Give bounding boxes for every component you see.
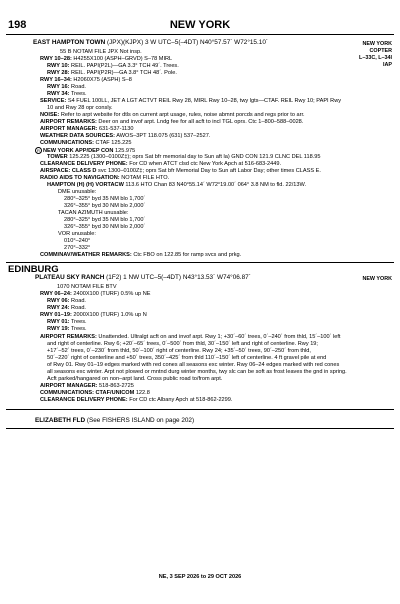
airport-heading-line (35, 275, 251, 282)
comm-nav-weather-info: Ctc FBO on 122.85 for ramp svcs and prkg. (131, 252, 242, 258)
clearance-info: For CD ctc Albany Apch at 518-862-2299. (127, 397, 233, 403)
runway-end-line (47, 91, 87, 98)
nav-detail: 280°–325° byd 35 NM blo 1,700´ (64, 217, 146, 223)
runway-end-info: REIL. PAPI(P2L)—GA 3.3° TCH 49´. Trees. (69, 63, 179, 69)
clearance-info: For CD when ATCT clsd ctc New York Apch at 516-683-2449. (127, 161, 282, 167)
manager-line (40, 126, 133, 133)
weather-label: WEATHER DATA SOURCES: (40, 133, 115, 139)
tower-info: 125.225 (1300–0100Z‡); oprs Sat bfr memorial day to Sun aft la) GND CON 121.9 CLNC DEL 118.95 (67, 154, 321, 160)
remarks-label: AIRPORT REMARKS: (40, 119, 97, 125)
airport-name: EAST HAMPTON TOWN (33, 39, 106, 46)
cross-reference: (See FISHERS ISLAND on page 202) (85, 417, 195, 424)
remarks-continued: and right of centerline. Rwy 6; +20´–65´ trees, 0´–500´ from thld, 30´–150´ left and right of centerline. Rwy 19; (47, 341, 318, 347)
weather-info: AWOS–3PT 118.075 (631) 537–2527. (115, 133, 211, 139)
noise-line (40, 112, 305, 119)
remarks-continued: of Rwy 01. Rwy 01–19 edges marked with red cones all seasons exc winter. Rwy 06–24 edges marked with red cones (47, 362, 340, 368)
manager-line (40, 383, 134, 390)
city-heading: EDINBURG (8, 264, 59, 275)
service-label: SERVICE: (40, 98, 67, 104)
manager-label: AIRPORT MANAGER: (40, 126, 98, 132)
section-divider (6, 262, 394, 263)
tower-line (47, 154, 321, 161)
runway-end-info: REIL. PAPI(P2R)—GA 3.8° TCH 48´. Pole. (69, 70, 177, 76)
runway-end-info: Trees. (69, 91, 87, 97)
header-rule (6, 34, 394, 35)
airport-heading-line (35, 418, 194, 425)
remarks-continued: +17´–52´ trees, 0´–230´ from thld, 50´–100´ right of centerline. Rwy 24; +35´–50´ trees, 90´–250´ from thld, (47, 348, 311, 354)
airport-name: ELIZABETH FLD (35, 417, 86, 424)
clearance-line (40, 161, 281, 168)
service-info: S4 FUEL 100LL, JET A LGT ACTVT REIL Rwy 28, MIRL Rwy 10–28, twy lgts—CTAF. REIL Rwy 10; PAPI Rwy (66, 98, 342, 104)
airport-name: PLATEAU SKY RANCH (35, 274, 105, 281)
runway-end-line (47, 298, 86, 305)
runway-end-info: Trees. (69, 319, 87, 325)
airport-elev-line: 1070 NOTAM FILE BTV (57, 284, 117, 290)
edinburg-right-info: NEW YORK (362, 276, 392, 282)
page-title: NEW YORK (169, 19, 231, 31)
runway-end-label: RWY 10: (47, 63, 70, 69)
nav-detail: 010°–240° (64, 238, 91, 244)
runway-end-label: RWY 16: (47, 84, 70, 90)
runway-end-line (47, 63, 179, 70)
manager-label: AIRPORT MANAGER: (40, 383, 98, 389)
radio-aids-info: NOTAM FILE HTO. (119, 175, 170, 181)
right-label-iap: IAP (383, 62, 392, 68)
footer-effective-dates: NE, 3 SEP 2026 to 29 OCT 2026 (158, 574, 242, 580)
clearance-line (40, 397, 232, 404)
runway-end-label: RWY 01: (47, 319, 70, 325)
vortac-label: HAMPTON (H) (H) VORTACW (47, 182, 124, 188)
comm-nav-weather-line (40, 252, 241, 259)
nav-detail: DME unusable: (58, 189, 97, 195)
runway-end-line (47, 319, 87, 326)
remarks-continued: Acft parked/hangared on non–arpt land. Cross public road to/from arpt. (47, 376, 223, 382)
section-divider (6, 428, 394, 429)
runway-info: H2060X75 (ASPH) S–8 (71, 77, 132, 83)
airport-heading-line (33, 40, 268, 47)
runway-end-label: RWY 24: (47, 305, 70, 311)
airport-remarks-line (40, 334, 341, 341)
communications-info: 122.8 (134, 390, 150, 396)
runway-end-line (47, 305, 86, 312)
right-label-state: NEW YORK (362, 41, 392, 47)
airspace-info: svc 1300–0100Z‡; oprs Sat bfr Memorial Day to Sun aft Labor Day; other times CLASS E. (96, 168, 321, 174)
communications-line (40, 140, 132, 147)
runway-end-line (47, 70, 177, 77)
comm-nav-weather-label: COMM/NAV/WEATHER REMARKS: (40, 252, 132, 258)
runway-end-info: Trees. (69, 326, 87, 332)
runway-end-label: RWY 06: (47, 298, 70, 304)
nav-detail: VOR unusable: (58, 231, 96, 237)
remarks-label: AIRPORT REMARKS: (40, 334, 97, 340)
runway-label: RWY 16–34: (40, 77, 72, 83)
service-continued: 10 and Rwy 28 opr consly. (47, 105, 113, 111)
radar-icon: R (35, 147, 42, 154)
runway-end-line (47, 84, 86, 91)
nav-detail: 270°–332° (64, 245, 91, 251)
runway-end-label: RWY 34: (47, 91, 70, 97)
remarks-info: Deer on and invof arpt. Lndg fee for all acft to incl TGL oprs. Ctc 1–800–588–0028. (96, 119, 304, 125)
communications-label: COMMUNICATIONS: (40, 140, 94, 146)
runway-end-label: RWY 28: (47, 70, 70, 76)
noise-info: Refer to arpt website for dtls on current arpt usage, rules, noise abmnt porcds and regs prior to arr. (59, 112, 305, 118)
nav-detail: 280°–325° byd 35 NM blo 1,700´ (64, 196, 146, 202)
airspace-line (40, 168, 321, 175)
runway-end-line (47, 326, 87, 333)
manager-phone: 631-537-1130 (97, 126, 134, 132)
nav-detail: 326°–355° byd 30 NM blo 2,000´ (64, 224, 146, 230)
communications-label: COMMUNICATIONS: CTAF/UNICOM (40, 390, 135, 396)
approach-label: NEW YORK APP/DEP CON (43, 147, 114, 154)
remarks-continued: 50´–220´ right of centerline and +50´ trees, 350´–425´ from thld 110´–150´ left of centerline. 4 ft gravel pile at end (47, 355, 327, 361)
airport-info: (JPX)(KJPX) 3 W UTC–5(–4DT) N40°57.57´ W72°15.10´ (105, 39, 268, 46)
nav-detail: TACAN AZIMUTH unusable: (58, 210, 129, 216)
right-label-copter: COPTER (369, 48, 392, 54)
page-number: 198 (8, 19, 27, 31)
noise-label: NOISE: (40, 112, 60, 118)
runway-end-label: RWY 19: (47, 326, 70, 332)
remarks-continued: all seasons exc winter. Arpt not plowed or mntnd durg winter months, twy slc can be soft as frost leaves the gnd in spring. (47, 369, 347, 375)
remarks-info: Unattended. Ultralgt acft on and invof arpt. Rwy 1; +30´–60´ trees, 0´–240´ from thld, 15´–100´ left (96, 334, 341, 340)
vortac-line (47, 182, 306, 189)
east-hampton-right-info (359, 41, 392, 69)
tower-label: TOWER (47, 154, 68, 160)
section-divider (6, 409, 394, 410)
runway-label: RWY 01–19: (40, 312, 72, 318)
airport-elev-line: 55 B NOTAM FILE JPX Not insp. (60, 49, 142, 55)
airspace-label: AIRSPACE: CLASS D (40, 168, 97, 174)
runway-info: 2000X100 (TURF) 1.0% up N (71, 312, 147, 318)
clearance-label: CLEARANCE DELIVERY PHONE: (40, 397, 128, 403)
runway-end-info: Road. (69, 298, 86, 304)
approach-freq: 125.975 (113, 147, 136, 154)
runway-line (40, 77, 132, 84)
radio-aids-label: RADIO AIDS TO NAVIGATION: (40, 175, 120, 181)
runway-info: 2400X100 (TURF) 0.5% up NE (71, 291, 151, 297)
right-label-chart: L–33C, L–34I (359, 55, 392, 61)
airport-remarks-line (40, 119, 303, 126)
communications-line (40, 390, 150, 397)
runway-end-info: Road. (69, 305, 86, 311)
runway-line (40, 291, 151, 298)
manager-phone: 518-863-2725 (97, 383, 134, 389)
vortac-info: 113.6 HTO Chan 83 N40°55.14´ W72°19.00´ 064° 3.8 NM to fld. 22/13W. (123, 182, 307, 188)
runway-label: RWY 06–24: (40, 291, 72, 297)
runway-line (40, 56, 172, 63)
runway-info: H4255X100 (ASPH–GRVD) S–78 MIRL (71, 56, 173, 62)
service-line (40, 98, 341, 105)
clearance-label: CLEARANCE DELIVERY PHONE: (40, 161, 128, 167)
weather-line (40, 133, 210, 140)
communications-info: CTAF 125.225 (93, 140, 132, 146)
radio-aids-line (40, 175, 169, 182)
runway-end-info: Road. (69, 84, 86, 90)
airport-info: (1F2) 1 NW UTC–5(–4DT) N43°13.53´ W74°06.87´ (104, 274, 251, 281)
runway-line (40, 312, 147, 319)
nav-detail: 326°–355° byd 30 NM blo 2,000´ (64, 203, 146, 209)
runway-label: RWY 10–28: (40, 56, 72, 62)
